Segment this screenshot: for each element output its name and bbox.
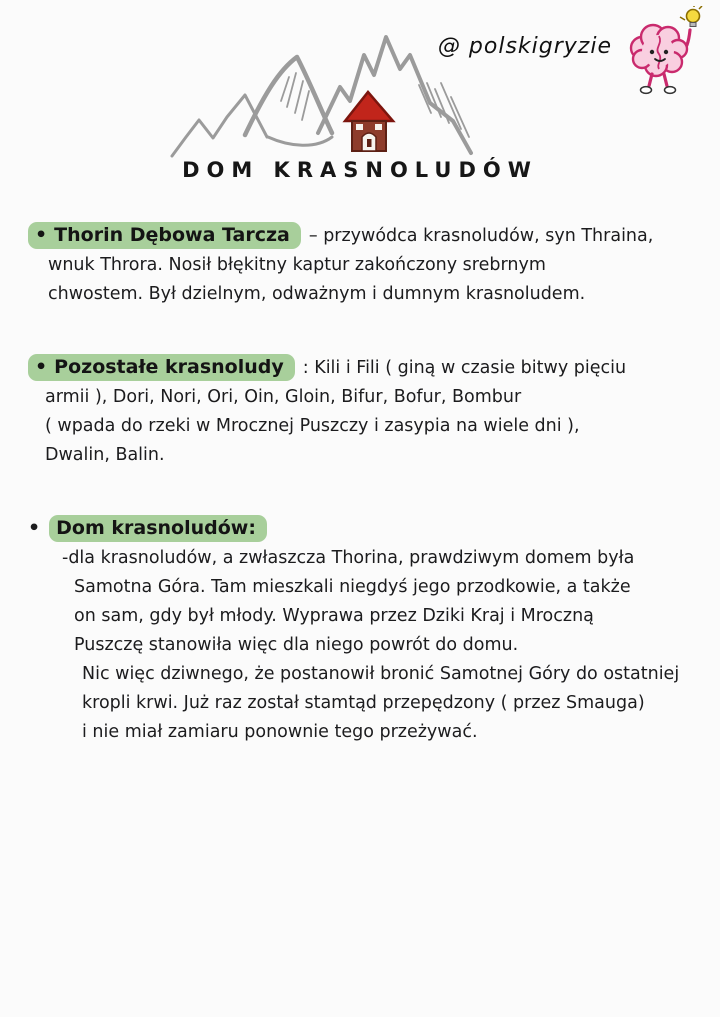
note-line: kropli krwi. Już raz został stamtąd przepędzony ( przez Smauga) [82, 693, 645, 713]
bullet: • [35, 356, 48, 378]
brain-mascot-icon [620, 6, 706, 100]
middle-peak [245, 57, 332, 135]
heading-rest-text: : Kili i Fili ( giną w czasie bitwy pięciu [302, 358, 627, 378]
section-heading-line [28, 353, 704, 383]
bullet: • [28, 517, 41, 539]
note-line: i nie miał zamiaru ponownie tego przeżywać. [82, 722, 478, 742]
section-heading-highlight [28, 354, 295, 381]
section-pozostale-krasnoludy [28, 353, 704, 470]
section-thorin [28, 221, 704, 309]
note-line: -dla krasnoludów, a zwłaszcza Thorina, prawdziwym domem była [62, 548, 635, 568]
note-line: on sam, gdy był młody. Wyprawa przez Dziki Kraj i Mroczną [74, 606, 594, 626]
section-dom-krasnoludow [28, 514, 704, 747]
lightbulb-icon [680, 6, 702, 27]
section-heading-line [28, 514, 704, 544]
left-ridge [172, 95, 267, 156]
author-handle-text: @ polskigryzie [437, 34, 612, 59]
note-line: wnuk Throra. Nosił błękitny kaptur zakończony srebrnym [48, 255, 546, 275]
valley-line [268, 137, 332, 145]
mountains-illustration [168, 24, 498, 172]
heading-rest-text: – przywódca krasnoludów, syn Thraina, [308, 226, 654, 246]
house-icon [345, 92, 393, 151]
section-heading-text: Pozostałe krasnoludy [54, 356, 284, 378]
note-line: Dwalin, Balin. [45, 445, 165, 465]
bullet: • [35, 224, 48, 246]
section-heading-text: Dom krasnoludów: [56, 517, 256, 539]
section-heading-highlight [28, 222, 301, 249]
note-line: Puszczę stanowiła więc dla niego powrót do domu. [74, 635, 519, 655]
notes-body [28, 221, 704, 791]
right-peak [318, 37, 471, 153]
section-heading-highlight [49, 515, 267, 542]
note-line: Nic więc dziwnego, że postanowił bronić Samotnej Góry do ostatniej [82, 664, 680, 684]
page-title: DOM KRASNOLUDÓW [182, 158, 538, 182]
section-heading-line [28, 221, 704, 251]
note-line: ( wpada do rzeki w Mrocznej Puszczy i zasypia na wiele dni ), [45, 416, 580, 436]
note-line: Samotna Góra. Tam mieszkali niegdyś jego przodkowie, a także [74, 577, 631, 597]
note-line: armii ), Dori, Nori, Ori, Oin, Gloin, Bifur, Bofur, Bombur [45, 387, 522, 407]
note-line: chwostem. Był dzielnym, odważnym i dumnym krasnoludem. [48, 284, 586, 304]
section-heading-text: Thorin Dębowa Tarcza [54, 224, 290, 246]
